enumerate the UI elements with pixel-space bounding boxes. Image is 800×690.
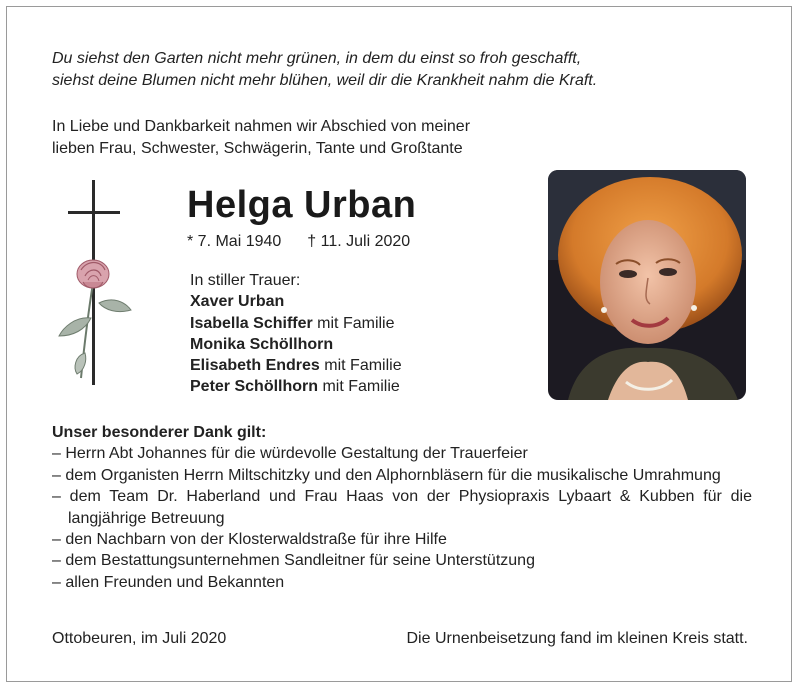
poem-line: Du siehst den Garten nicht mehr grünen, in dem du einst so froh geschafft,: [52, 50, 582, 67]
intro-line: lieben Frau, Schwester, Schwägerin, Tante und Großtante: [52, 140, 463, 157]
life-dates: [187, 233, 410, 251]
thanks-item: – dem Team Dr. Haberland und Frau Haas von der Physiopraxis Lybaart & Kubben für die langjährige Betreuung: [52, 488, 752, 527]
mourner-row: [190, 376, 402, 397]
mourner-name: Monika Schöllhorn: [190, 335, 334, 353]
intro-text: [52, 116, 470, 160]
thanks-item: – dem Organisten Herrn Miltschitzky und den Alphornbläsern für die musikalische Umrahmung: [52, 466, 721, 484]
mourner-suffix: mit Familie: [319, 357, 402, 375]
mourner-name: Peter Schöllhorn: [190, 378, 319, 396]
cross-with-rose-icon: [55, 178, 145, 393]
mourners-list: [190, 270, 402, 398]
mourner-name: Elisabeth Endres: [190, 357, 320, 375]
mourner-suffix: mit Familie: [318, 378, 400, 396]
mourner-row: [190, 291, 402, 312]
thanks-item: – den Nachbarn von der Klosterwaldstraße für ihre Hilfe: [52, 531, 447, 549]
thanks-item: – Herrn Abt Johannes für die würdevolle Gestaltung der Trauerfeier: [52, 445, 528, 463]
mourner-suffix: mit Familie: [312, 314, 395, 332]
mourner-name: Xaver Urban: [190, 293, 285, 311]
thanks-heading: Unser besonderer Dank gilt:: [52, 424, 267, 441]
birth-date: * 7. Mai 1940: [187, 233, 282, 250]
poem-line: siehst deine Blumen nicht mehr blühen, weil dir die Krankheit nahm die Kraft.: [52, 72, 598, 89]
burial-note: Die Urnenbeisetzung fand im kleinen Kreis statt.: [406, 630, 748, 647]
thanks-item: – allen Freunden und Bekannten: [52, 573, 285, 591]
thanks-item: – dem Bestattungsunternehmen Sandleitner für seine Unterstützung: [52, 552, 535, 570]
mourner-name: Isabella Schiffer: [190, 314, 313, 332]
mourners-heading: In stiller Trauer:: [190, 272, 301, 289]
death-date: † 11. Juli 2020: [307, 233, 411, 250]
deceased-name: Helga Urban: [187, 184, 417, 226]
mourner-row: [190, 355, 402, 376]
portrait-photo: [548, 170, 746, 400]
intro-line: In Liebe und Dankbarkeit nahmen wir Abschied von meiner: [52, 118, 471, 135]
thanks-section: [52, 422, 752, 593]
mourner-row: [190, 313, 402, 334]
poem: [52, 48, 597, 92]
place-date: Ottobeuren, im Juli 2020: [52, 630, 227, 647]
mourner-row: [190, 334, 402, 355]
